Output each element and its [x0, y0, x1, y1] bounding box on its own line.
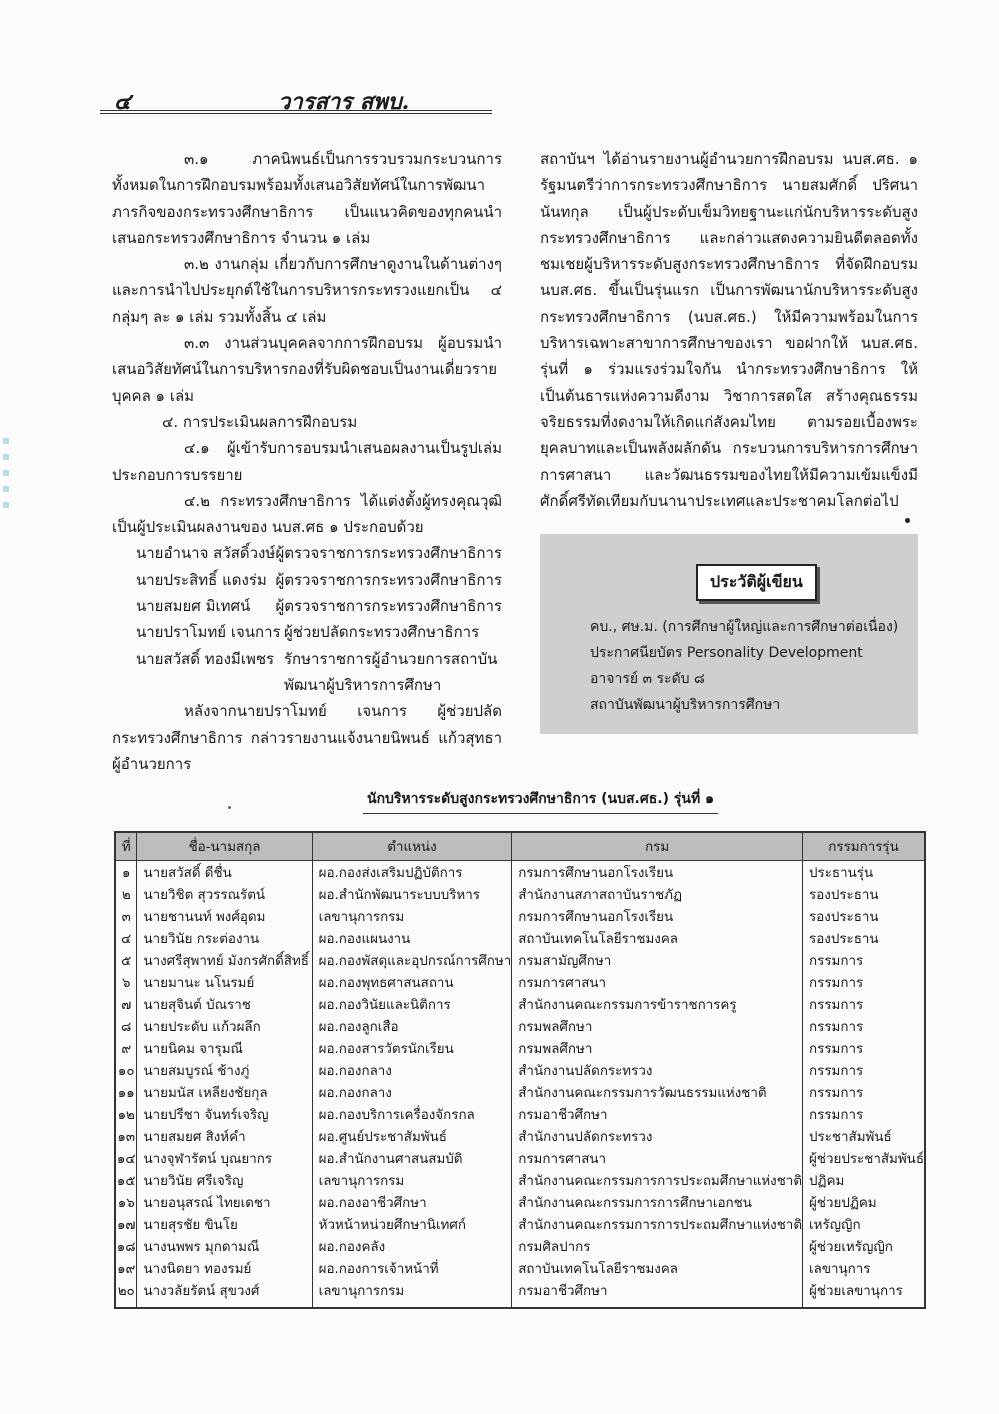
author-bio-box [540, 534, 918, 734]
member-committee-role: ประธานรุ่น [803, 861, 925, 884]
table-row [115, 1037, 925, 1059]
evaluator-name: นายสมยศ มิเทศน์ [136, 597, 251, 616]
member-position: ผอ.กองกลาง [312, 1059, 512, 1081]
table-row [115, 1191, 925, 1213]
row-number: ๗ [115, 993, 137, 1015]
member-name: นายอนุสรณ์ ไทยเดชา [137, 1191, 312, 1213]
row-number: ๑๕ [115, 1169, 137, 1191]
row-number: ๕ [115, 949, 137, 971]
member-name: นายวินัย กระต่องาน [137, 927, 312, 949]
evaluator-name: นายสวัสดิ์ ทองมีเพชร [136, 649, 275, 668]
row-number: ๑๔ [115, 1147, 137, 1169]
member-department: สถาบันเทคโนโลยีราชมงคล [512, 927, 803, 949]
member-position: ผอ.สำนักงานศาสนสมบัติ [312, 1147, 512, 1169]
member-department: สำนักงานคณะกรรมการวัฒนธรรมแห่งชาติ [512, 1081, 803, 1103]
column-header-name: ชื่อ-นามสกุล [137, 832, 312, 861]
bio-line: คบ., ศษ.ม. (การศึกษาผู้ใหญ่และการศึกษาต่อเนื่อง) [590, 619, 899, 635]
table-row [115, 949, 925, 971]
evaluator-name: นายประสิทธิ์ แดงร่ม [136, 570, 267, 589]
row-number: ๘ [115, 1015, 137, 1037]
page-header [100, 84, 500, 114]
row-number: ๑๙ [115, 1257, 137, 1279]
member-committee-role: รองประธาน [803, 927, 925, 949]
paragraph-4-1: ๔.๑ ผู้เข้ารับการอบรมนำเสนอผลงานเป็นรูปเล่มประกอบการบรรยาย [112, 439, 502, 484]
member-committee-role: ผู้ช่วยเหรัญญิก [803, 1235, 925, 1257]
member-department: กรมพลศึกษา [512, 1015, 803, 1037]
member-name: นายสมบูรณ์ ช้างภู่ [137, 1059, 312, 1081]
member-name: นางนพพร มุกดามณี [137, 1235, 312, 1257]
row-number: ๑๒ [115, 1103, 137, 1125]
table-row [115, 1125, 925, 1147]
member-department: กรมการศึกษานอกโรงเรียน [512, 861, 803, 884]
member-committee-role: รองประธาน [803, 905, 925, 927]
evaluator-position: รักษาราชการผู้อำนวยการสถาบัน [284, 649, 498, 668]
member-committee-role: ผู้ช่วยประชาสัมพันธ์ [803, 1147, 925, 1169]
evaluator-row [112, 619, 502, 645]
header-rule [100, 110, 492, 114]
table-header-row [115, 832, 925, 861]
member-position: ผอ.กองสารวัตรนักเรียน [312, 1037, 512, 1059]
member-department: สำนักงานปลัดกระทรวง [512, 1059, 803, 1081]
journal-title: วารสาร สพบ. [278, 89, 410, 115]
member-name: นางวลัยรัตน์ สุขวงศ์ [137, 1279, 312, 1308]
page-number: ๔ [114, 89, 131, 115]
table-caption: นักบริหารระดับสูงกระทรวงศึกษาธิการ (นบส.ศธ.) รุ่นที่ ๑ [363, 785, 718, 814]
table-row [115, 1103, 925, 1125]
member-position: ผอ.กองคลัง [312, 1235, 512, 1257]
paragraph-3-1: ๓.๑ ภาคนิพนธ์เป็นการรวบรวมกระบวนการทั้งหมดในการฝึกอบรมพร้อมทั้งเสนอวิสัยทัศน์ในการพัฒนาภารกิจของกระทรวงศึกษาธิการ เป็นแนวคิดของทุกคนนำเสนอกระทรวงศึกษาธิการ จำนวน ๑ เล่ม [112, 150, 502, 247]
paragraph-3-3: ๓.๓ งานส่วนบุคคลจากการฝึกอบรม ผู้อบรมนำเสนอวิสัยทัศน์ในการบริหารกองที่รับผิดชอบเป็นงานเดี่ยวรายบุคคล ๑ เล่ม [112, 334, 502, 405]
member-committee-role: ผู้ช่วยปฏิคม [803, 1191, 925, 1213]
evaluator-position-continued: พัฒนาผู้บริหารการศึกษา [284, 675, 442, 694]
member-name: นายวิชิต สุวรรณรัตน์ [137, 883, 312, 905]
table-row [115, 1235, 925, 1257]
row-number: ๑ [115, 861, 137, 884]
member-department: กรมศิลปากร [512, 1235, 803, 1257]
margin-mark [3, 502, 9, 508]
table-row [115, 861, 925, 884]
row-number: ๑๐ [115, 1059, 137, 1081]
member-position: ผอ.กองพัสดุและอุปกรณ์การศึกษา [312, 949, 512, 971]
table-row [115, 1279, 925, 1308]
member-committee-role: กรรมการ [803, 949, 925, 971]
member-department: กรมการศาสนา [512, 1147, 803, 1169]
member-department: กรมอาชีวศึกษา [512, 1103, 803, 1125]
margin-mark [3, 470, 9, 476]
member-committee-role: เลขานุการ [803, 1257, 925, 1279]
member-committee-role: รองประธาน [803, 883, 925, 905]
member-position: หัวหน้าหน่วยศึกษานิเทศก์ [312, 1213, 512, 1235]
table-body [115, 861, 925, 1309]
member-department: สำนักงานสภาสถาบันราชภัฏ [512, 883, 803, 905]
evaluator-row [112, 646, 502, 672]
member-name: นายสวัสดิ์ ดีชื่น [137, 861, 312, 884]
member-committee-role: กรรมการ [803, 971, 925, 993]
member-department: สถาบันเทคโนโลยีราชมงคล [512, 1257, 803, 1279]
member-committee-role: ผู้ช่วยเลขานุการ [803, 1279, 925, 1308]
paragraph-3-2: ๓.๒ งานกลุ่ม เกี่ยวกับการศึกษาดูงานในด้านต่างๆ และการนำไปประยุกต์ใช้ในการบริหารกระทรวงแยกเป็น ๔ กลุ่มๆ ละ ๑ เล่ม รวมทั้งสิ้น ๔ เล่ม [112, 255, 502, 326]
right-column [540, 146, 918, 514]
member-name: นายชานนท์ พงศ์อุดม [137, 905, 312, 927]
row-number: ๑๗ [115, 1213, 137, 1235]
evaluator-position: ผู้ตรวจราชการกระทรวงศึกษาธิการ [275, 597, 502, 616]
member-department: กรมการศาสนา [512, 971, 803, 993]
table-row [115, 1147, 925, 1169]
row-number: ๓ [115, 905, 137, 927]
member-committee-role: เหรัญญิก [803, 1213, 925, 1235]
table-row [115, 1257, 925, 1279]
evaluator-name: นายปราโมทย์ เจนการ [136, 623, 281, 642]
member-position: ผอ.ศูนย์ประชาสัมพันธ์ [312, 1125, 512, 1147]
member-department: สำนักงานคณะกรรมการข้าราชการครู [512, 993, 803, 1015]
scan-speck [228, 806, 231, 809]
member-department: สำนักงานคณะกรรมการการประถมศึกษาแห่งชาติ [512, 1213, 803, 1235]
member-committee-role: ประชาสัมพันธ์ [803, 1125, 925, 1147]
row-number: ๒๐ [115, 1279, 137, 1308]
member-position: ผอ.กองการเจ้าหน้าที่ [312, 1257, 512, 1279]
row-number: ๑๑ [115, 1081, 137, 1103]
member-department: กรมอาชีวศึกษา [512, 1279, 803, 1308]
member-name: นางศรีสุพาทย์ มังกรศักดิ์สิทธิ์ [137, 949, 312, 971]
row-number: ๑๘ [115, 1235, 137, 1257]
evaluator-list [112, 540, 502, 698]
member-position: ผอ.กองลูกเสือ [312, 1015, 512, 1037]
member-name: นายสุจินต์ บัณราช [137, 993, 312, 1015]
member-department: กรมการศึกษานอกโรงเรียน [512, 905, 803, 927]
column-header-number: ที่ [115, 832, 137, 861]
member-name: นายประดับ แก้วผลึก [137, 1015, 312, 1037]
bio-line: สถาบันพัฒนาผู้บริหารการศึกษา [590, 697, 781, 713]
member-name: นายนิคม จารุมณี [137, 1037, 312, 1059]
member-name: นางนิตยา ทองรมย์ [137, 1257, 312, 1279]
member-committee-role: กรรมการ [803, 1037, 925, 1059]
member-position: ผอ.กองพุทธศาสนสถาน [312, 971, 512, 993]
paragraph-final: หลังจากนายปราโมทย์ เจนการ ผู้ช่วยปลัดกระทรวงศึกษาธิการ กล่าวรายงานแจ้งนายนิพนธ์ แก้วสุทธา ผู้อำนวยการ [112, 702, 502, 773]
bio-line: ประกาศนียบัตร Personality Development [590, 645, 863, 661]
left-column [112, 146, 502, 777]
member-department: กรมสามัญศึกษา [512, 949, 803, 971]
table-row [115, 993, 925, 1015]
evaluator-position: ผู้ตรวจราชการกระทรวงศึกษาธิการ [275, 544, 502, 563]
row-number: ๔ [115, 927, 137, 949]
evaluator-row [112, 593, 502, 619]
member-position: ผอ.กองส่งเสริมปฏิบัติการ [312, 861, 512, 884]
column-header-department: กรม [512, 832, 803, 861]
margin-mark [3, 438, 9, 444]
table-row [115, 1169, 925, 1191]
member-position: ผอ.สำนักพัฒนาระบบบริหาร [312, 883, 512, 905]
member-name: นางจุฬารัตน์ บุณยากร [137, 1147, 312, 1169]
margin-mark [3, 486, 9, 492]
table-row [115, 905, 925, 927]
table-row [115, 971, 925, 993]
right-column-text: สถาบันฯ ได้อ่านรายงานผู้อำนวยการฝึกอบรม นบส.ศธ. ๑ รัฐมนตรีว่าการกระทรวงศึกษาธิการ นายสมศักดิ์ ปริศนานันทกุล เป็นผู้ประดับเข็มวิทยฐานะแก่นักบริหารระดับสูง กระทรวงศึกษาธิการ และกล่าวแสดงความยินดีตลอดทั้งชมเชยผู้บริหารระดับสูงกระทรวงศึกษาธิการ ที่จัดฝึกอบรม นบส.ศธ. ขึ้นเป็นรุ่นแรก เป็นการพัฒนานักบริหารระดับสูง กระทรวงศึกษาธิการ (นบส.ศธ.) ให้มีความพร้อมในการบริหารเฉพาะสาขาการศึกษาของเรา ขอฝากให้ นบส.ศธ. รุ่นที่ ๑ ร่วมแรงร่วมใจกัน นำกระทรวงศึกษาธิการ ให้เป็นต้นธารแห่งความดีงาม วิชาการสดใส สร้างคุณธรรมจริยธรรมที่งดงามให้เกิดแก่สังคมไทย ตามรอยเบื้องพระยุคลบาทและเป็นพลังผลักดัน กระบวนการบริหารการศึกษา การศาสนา และวัฒนธรรมของไทยให้มีความเข้มแข็งมีศักดิ์ศรีทัดเทียมกับนานาประเทศและประชาคมโลกต่อไป [540, 150, 918, 510]
evaluator-row [112, 567, 502, 593]
heading-4: ๔. การประเมินผลการฝึกอบรม [162, 412, 358, 431]
member-department: สำนักงานคณะกรรมการการประถมศึกษาแห่งชาติ [512, 1169, 803, 1191]
member-department: กรมพลศึกษา [512, 1037, 803, 1059]
table-row [115, 1015, 925, 1037]
member-position: เลขานุการกรม [312, 905, 512, 927]
member-position: ผอ.กองวินัยและนิติการ [312, 993, 512, 1015]
member-committee-role: กรรมการ [803, 1081, 925, 1103]
table-row [115, 1213, 925, 1235]
member-committee-role: กรรมการ [803, 1059, 925, 1081]
member-name: นายวินัย ศรีเจริญ [137, 1169, 312, 1191]
member-position: ผอ.กองกลาง [312, 1081, 512, 1103]
table-row [115, 883, 925, 905]
table-row [115, 1081, 925, 1103]
member-department: สำนักงานคณะกรรมการการศึกษาเอกชน [512, 1191, 803, 1213]
member-committee-role: กรรมการ [803, 1103, 925, 1125]
member-position: ผอ.กองแผนงาน [312, 927, 512, 949]
row-number: ๑๓ [115, 1125, 137, 1147]
evaluator-position: ผู้ช่วยปลัดกระทรวงศึกษาธิการ [284, 623, 480, 642]
scan-speck [905, 518, 910, 523]
paragraph-4-2: ๔.๒ กระทรวงศึกษาธิการ ได้แต่งตั้งผู้ทรงคุณวุฒิเป็นผู้ประเมินผลงานของ นบส.ศธ ๑ ประกอบด้วย [112, 491, 502, 537]
member-name: นายสมยศ สิงห์คำ [137, 1125, 312, 1147]
row-number: ๖ [115, 971, 137, 993]
row-number: ๙ [115, 1037, 137, 1059]
table-row [115, 927, 925, 949]
members-table [114, 831, 926, 1309]
author-bio-title: ประวัติผู้เขียน [696, 564, 817, 601]
margin-marks [3, 438, 11, 528]
column-header-position: ตำแหน่ง [312, 832, 512, 861]
evaluator-position: ผู้ตรวจราชการกระทรวงศึกษาธิการ [275, 570, 502, 589]
member-committee-role: ปฏิคม [803, 1169, 925, 1191]
member-name: นายปรีชา จันทร์เจริญ [137, 1103, 312, 1125]
member-name: นายมนัส เหลียงชัยกุล [137, 1081, 312, 1103]
evaluator-row [112, 540, 502, 566]
member-position: เลขานุการกรม [312, 1169, 512, 1191]
member-position: ผอ.กองอาชีวศึกษา [312, 1191, 512, 1213]
member-position: ผอ.กองบริการเครื่องจักรกล [312, 1103, 512, 1125]
row-number: ๒ [115, 883, 137, 905]
author-bio-lines [590, 614, 898, 718]
member-name: นายมานะ นโนรมย์ [137, 971, 312, 993]
column-header-committee: กรรมการรุ่น [803, 832, 925, 861]
member-position: เลขานุการกรม [312, 1279, 512, 1308]
row-number: ๑๖ [115, 1191, 137, 1213]
bio-line: อาจารย์ ๓ ระดับ ๘ [590, 671, 705, 687]
table-row [115, 1059, 925, 1081]
member-name: นายสุรชัย ขินโย [137, 1213, 312, 1235]
member-committee-role: กรรมการ [803, 993, 925, 1015]
member-department: สำนักงานปลัดกระทรวง [512, 1125, 803, 1147]
margin-mark [3, 454, 9, 460]
evaluator-name: นายอำนาจ สวัสดิ์วงษ์ [136, 544, 276, 563]
member-committee-role: กรรมการ [803, 1015, 925, 1037]
